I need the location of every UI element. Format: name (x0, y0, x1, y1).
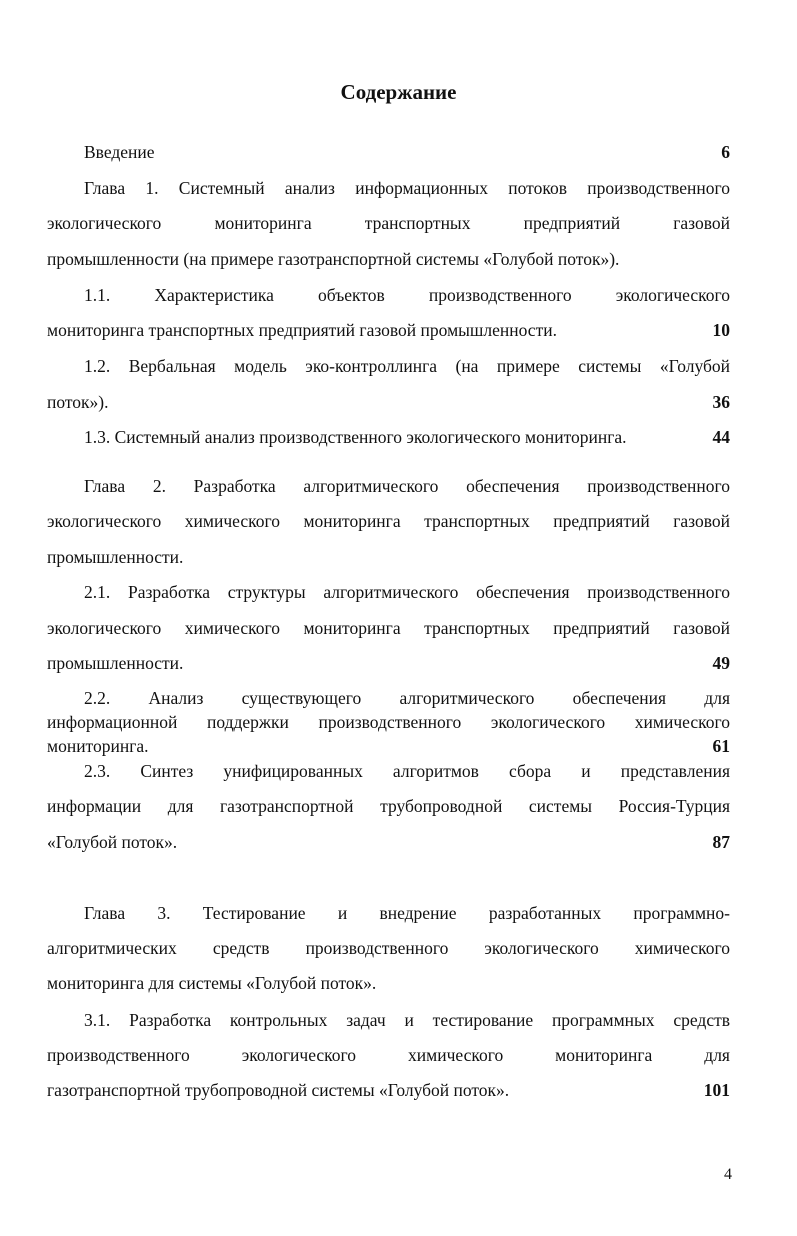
toc-section-1-3[interactable] (84, 428, 730, 446)
toc-section-line: «Голубой поток». (47, 832, 178, 852)
toc-section-line: мониторинга транспортных предприятий газовой промышленности. (47, 320, 557, 340)
toc-section-row (47, 393, 730, 411)
toc-section-page: 87 (712, 832, 730, 852)
toc-chapter-3-line: Глава 3. Тестирование и внедрение разработанных программно- (84, 903, 730, 923)
toc-section-row (47, 833, 730, 851)
toc-section-line: газотранспортной трубопроводной системы «Голубой поток». (47, 1080, 510, 1100)
toc-intro-label: Введение (84, 142, 155, 162)
toc-section-page: 36 (712, 392, 730, 412)
toc-section-line: 1.1. Характеристика объектов производственного экологического (84, 285, 730, 305)
toc-chapter-3-line: алгоритмических средств производственного экологического химического (47, 938, 730, 958)
toc-section-row (47, 1081, 730, 1099)
toc-section-page: 10 (712, 320, 730, 340)
toc-section-line: производственного экологического химического мониторинга для (47, 1045, 730, 1065)
toc-chapter-3-line: мониторинга для системы «Голубой поток». (47, 973, 377, 993)
toc-section-line: 2.2. Анализ существующего алгоритмического обеспечения для (84, 688, 730, 708)
toc-section-line: информации для газотранспортной трубопроводной системы Россия-Турция (47, 796, 730, 816)
toc-chapter-2-line: экологического химического мониторинга транспортных предприятий газовой (47, 511, 730, 531)
toc-chapter-2-line: промышленности. (47, 547, 184, 567)
toc-section-page: 101 (703, 1080, 730, 1100)
toc-section-line: 2.1. Разработка структуры алгоритмического обеспечения производственного (84, 582, 730, 602)
toc-chapter-1-line: промышленности (на примере газотранспортной системы «Голубой поток»). (47, 249, 620, 269)
toc-intro[interactable] (84, 143, 730, 161)
toc-section-line: поток»). (47, 392, 109, 412)
toc-section-page: 61 (712, 736, 730, 756)
page-number: 4 (724, 1166, 732, 1183)
toc-section-line: экологического химического мониторинга транспортных предприятий газовой (47, 618, 730, 638)
toc-section-line: информационной поддержки производственного экологического химического (47, 712, 730, 732)
toc-section-line: промышленности. (47, 653, 184, 673)
toc-chapter-1-line: Глава 1. Системный анализ информационных потоков производственного (84, 178, 730, 198)
toc-section-line: 1.2. Вербальная модель эко-контроллинга (на примере системы «Голубой (84, 356, 730, 376)
toc-section-line: 2.3. Синтез унифицированных алгоритмов сбора и представления (84, 761, 730, 781)
toc-section-line: 1.3. Системный анализ производственного экологического мониторинга. (84, 427, 627, 447)
toc-intro-page: 6 (721, 142, 730, 162)
toc-section-line: 3.1. Разработка контрольных задач и тестирование программных средств (84, 1010, 730, 1030)
toc-section-row (47, 737, 730, 755)
toc-section-row (47, 321, 730, 339)
toc-section-row (47, 654, 730, 672)
page-title: Содержание (340, 80, 457, 104)
toc-chapter-2-line: Глава 2. Разработка алгоритмического обеспечения производственного (84, 476, 730, 496)
toc-section-page: 49 (712, 653, 730, 673)
toc-chapter-1-line: экологического мониторинга транспортных предприятий газовой (47, 213, 730, 233)
toc-section-line: мониторинга. (47, 736, 149, 756)
toc-section-page: 44 (712, 427, 730, 447)
